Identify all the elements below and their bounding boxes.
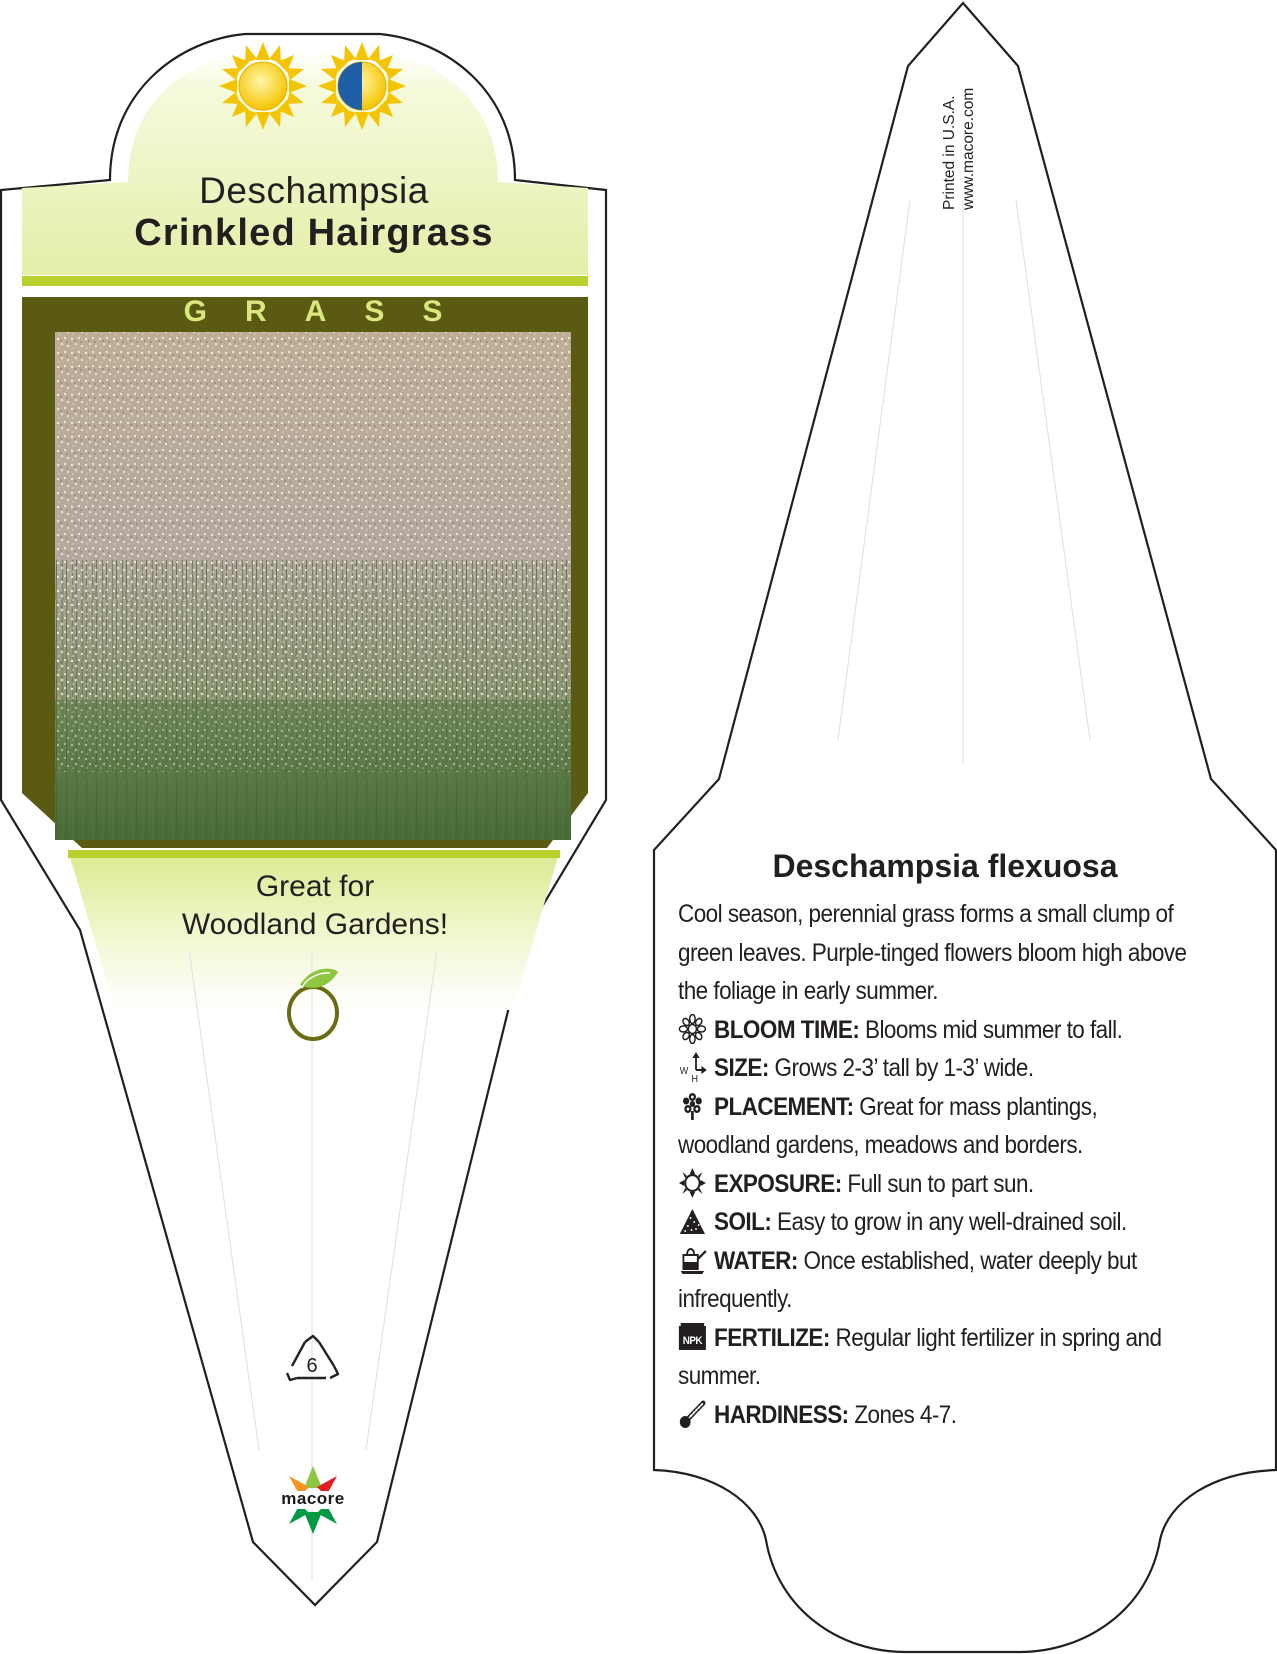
tagline-line: Great for <box>255 870 375 903</box>
attribute-text: Once established, water deeply but infrequently. <box>678 1246 1137 1313</box>
sun-icon <box>678 1168 707 1198</box>
attribute-text: Blooms mid summer to fall. <box>859 1015 1123 1044</box>
thermometer-icon <box>678 1399 707 1429</box>
placement-row <box>678 1088 1191 1165</box>
description: Cool season, perennial grass forms a small clump of green leaves. Purple-tinged flowers bloom high above the foliage in early summer. <box>678 900 1187 1005</box>
placement-icon <box>678 1091 707 1121</box>
part-sun-icon <box>318 42 406 130</box>
website-line: www.macore.com <box>960 87 977 210</box>
soil-row <box>678 1203 1191 1242</box>
npk-icon <box>678 1322 707 1352</box>
plant-category: GRASS <box>183 295 481 328</box>
recycle-code: 6 <box>306 1355 318 1377</box>
full-sun-icon <box>219 42 307 130</box>
brand-name: macore <box>281 1489 345 1508</box>
plant-photo <box>55 332 571 840</box>
soil-icon <box>678 1206 707 1236</box>
printed-line: Printed in U.S.A. <box>941 95 958 210</box>
attribute-label: SIZE: <box>714 1054 769 1082</box>
common-genus-title: Deschampsia <box>199 170 429 211</box>
care-info <box>678 895 1191 1434</box>
npk-label: NPK <box>682 1335 703 1347</box>
attribute-text: Full sun to part sun. <box>841 1169 1034 1198</box>
water-row <box>678 1242 1191 1319</box>
exposure-row <box>678 1165 1191 1204</box>
attribute-label: HARDINESS: <box>714 1400 849 1429</box>
height-letter: H <box>691 1073 698 1082</box>
size-row <box>678 1049 1191 1088</box>
attribute-label: BLOOM TIME: <box>714 1015 860 1044</box>
attribute-label: FERTILIZE: <box>714 1323 830 1352</box>
common-name-title: Crinkled Hairgrass <box>134 212 494 254</box>
attribute-text: Regular light fertilizer in spring and summer. <box>678 1323 1162 1390</box>
printed-info <box>940 40 978 210</box>
attribute-label: SOIL: <box>714 1208 772 1236</box>
tagline <box>100 868 530 944</box>
flower-icon <box>678 1014 707 1044</box>
hardiness-row <box>678 1396 1191 1435</box>
fertilize-row <box>678 1319 1191 1396</box>
attribute-text: Easy to grow in any well-drained soil. <box>771 1208 1127 1236</box>
attribute-text: Grows 2-3’ tall by 1-3’ wide. <box>768 1054 1034 1082</box>
size-icon <box>678 1052 707 1082</box>
attribute-label: WATER: <box>714 1246 798 1275</box>
attribute-text: Great for mass plantings, woodland gardens, meadows and borders. <box>678 1092 1098 1159</box>
watering-can-icon <box>678 1245 707 1275</box>
attribute-label: PLACEMENT: <box>714 1092 854 1121</box>
width-letter: W <box>679 1065 688 1078</box>
tagline-line: Woodland Gardens! <box>181 908 449 941</box>
botanical-name: Deschampsia flexuosa <box>772 848 1118 884</box>
attribute-text: Zones 4-7. <box>848 1400 957 1429</box>
bloom-time-row <box>678 1011 1191 1050</box>
attribute-label: EXPOSURE: <box>714 1169 842 1198</box>
